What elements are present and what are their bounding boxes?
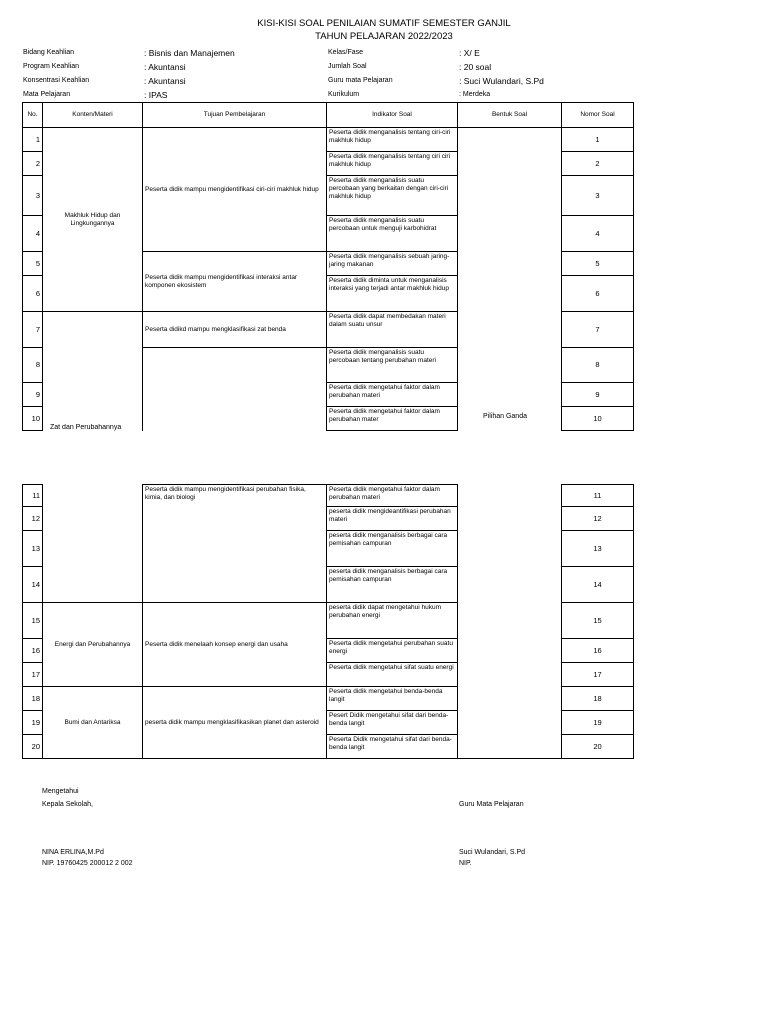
meta-value: : X/ E [459,48,480,58]
row-no: 4 [23,216,43,252]
col-header-objective: Tujuan Pembelajaran [143,103,327,128]
objective-cell [143,348,327,431]
row-no: 2 [23,152,43,176]
meta-label: Bidang Keahlian [23,49,74,56]
row-no: 18 [23,687,43,711]
indicator-cell: Peserta didik dapat membedakan materi dalam suatu unsur [327,312,458,348]
meta-value: : Suci Wulandari, S.Pd [459,76,544,86]
table-row [23,128,634,152]
form-cell-text: Pilihan Ganda [483,413,527,420]
question-number: 15 [562,603,634,639]
form-cell-top [458,128,562,431]
table-header-row [23,103,634,128]
objective-cell: Peserta didik mampu mengidentifikasi interaksi antar komponen ekosistem [143,252,327,312]
doc-title-line2: TAHUN PELAJARAN 2022/2023 [315,31,453,42]
indicator-cell: Peserta didik menganalisis tentang ciri ciri makhluk hidup [327,152,458,176]
col-header-form: Bentuk Soal [458,103,562,128]
sig-teacher-name: Suci Wulandari, S.Pd [459,849,526,856]
row-no: 8 [23,348,43,383]
objective-cell: Peserta didik menelaah konsep energi dan usaha [143,603,327,687]
indicator-cell: peserta didik menganalisis berbagai cara pemisahan campuran [327,567,458,603]
row-no: 17 [23,663,43,687]
meta-label: Guru mata Pelajaran [328,77,393,84]
question-number: 20 [562,735,634,759]
indicator-cell: Peserta didik mengetahui faktor dalam perubahan materi [327,383,458,407]
question-number: 11 [562,485,634,507]
indicator-cell: Peserta didik mengetahui benda-benda langit [327,687,458,711]
kisi-kisi-table [22,102,634,431]
indicator-cell: Peserta didik menganalisis suatu percobaan tentang perubahan materi [327,348,458,383]
meta-value: : Akuntansi [144,62,186,72]
sig-headmaster-nip: NIP. 19760425 200012 2 002 [42,860,133,867]
question-number: 3 [562,176,634,216]
indicator-cell: Peserta Didik mengetahui sifat dari benda-benda langit [327,735,458,759]
indicator-cell: Peserta didik menganalisis suatu percobaan untuk menguji karbohidrat [327,216,458,252]
meta-value: : IPAS [144,90,168,100]
indicator-cell: Peserta didik mengetahui sifat suatu energi [327,663,458,687]
indicator-cell: Peserta didik menganalisis tentang ciri-ciri makhluk hidup [327,128,458,152]
question-number: 17 [562,663,634,687]
meta-value: : Merdeka [459,91,491,98]
row-no: 12 [23,507,43,531]
indicator-cell: Peserta didik menganalisis sebuah jaring-jaring makanan [327,252,458,276]
meta-label: Mata Pelajaran [23,91,71,98]
indicator-cell: peserta didik menganalisis berbagai cara pemisahan campuran [327,531,458,567]
question-number: 19 [562,711,634,735]
content-cell [43,312,143,431]
meta-value: : 20 soal [459,62,492,72]
doc-title-line1: KISI-KISI SOAL PENILAIAN SUMATIF SEMESTER GANJIL [257,18,511,29]
objective-cell: Peserta didik mampu mengidentifikasi perubahan fisika, kimia, dan biologi [143,485,327,603]
col-header-indicator: Indikator Soal [327,103,458,128]
objective-cell: Peserta didikd mampu mengklasifikasi zat benda [143,312,327,348]
table-row [23,485,634,507]
question-number: 18 [562,687,634,711]
question-number: 9 [562,383,634,407]
question-number: 5 [562,252,634,276]
col-header-number: Nomor Soal [562,103,634,128]
indicator-cell: peserta didik mengideantifikasi perubahan materi [327,507,458,531]
indicator-cell: Peserta didik diminta untuk menganalisis interaksi yang terjadi antar makhluk hidup [327,276,458,312]
row-no: 20 [23,735,43,759]
sig-teacher-nip: NIP. [459,860,472,867]
question-number: 7 [562,312,634,348]
indicator-cell: Peserta didik mengetahui faktor dalam perubahan mater [327,407,458,431]
row-no: 6 [23,276,43,312]
objective-cell: peserta didik mampu mengklasifikasikan planet dan asteroid [143,687,327,759]
row-no: 13 [23,531,43,567]
row-no: 9 [23,383,43,407]
indicator-cell: peserta didik dapat mengetahui hukum perubahan energi [327,603,458,639]
row-no: 11 [23,485,43,507]
col-header-no: No. [23,103,43,128]
content-cell: Energi dan Perubahannya [43,603,143,687]
row-no: 14 [23,567,43,603]
row-no: 3 [23,176,43,216]
question-number: 4 [562,216,634,252]
col-header-content: Konten/Materi [43,103,143,128]
content-cell [43,485,143,603]
row-no: 16 [23,639,43,663]
content-cell-text-split: Zat dan Perubahannya [50,424,122,431]
row-no: 15 [23,603,43,639]
question-number: 6 [562,276,634,312]
sig-headmaster-name: NINA ERLINA,M.Pd [42,849,104,856]
meta-value: : Bisnis dan Manajemen [144,48,235,58]
question-number: 14 [562,567,634,603]
indicator-cell: Peserta didik mengetahui perubahan suatu energi [327,639,458,663]
row-no: 1 [23,128,43,152]
meta-label: Kelas/Fase [328,49,364,56]
objective-cell: Peserta didik mampu mengidentifikasi ciri-ciri makhluk hidup [143,128,327,252]
indicator-cell: Pesert Didik mengetahui sifat dari benda-benda langit [327,711,458,735]
indicator-cell: Peserta didik menganalisis suatu percobaan yang berkaitan dengan ciri-ciri makhluk hidup [327,176,458,216]
form-cell-bottom [458,485,562,759]
question-number: 16 [562,639,634,663]
question-number: 10 [562,407,634,431]
sig-acknowledged: Mengetahui [42,788,79,795]
meta-label: Kurikulum [328,91,360,98]
content-cell: Makhluk Hidup dan Lingkungannya [43,128,143,312]
question-number: 1 [562,128,634,152]
content-cell: Bumi dan Antariksa [43,687,143,759]
row-no: 7 [23,312,43,348]
meta-label: Program Keahlian [23,63,80,70]
row-no: 19 [23,711,43,735]
indicator-cell: Peserta didik mengetahui faktor dalam perubahan materi [327,485,458,507]
sig-headmaster-title: Kepala Sekolah, [42,801,93,808]
row-no: 5 [23,252,43,276]
question-number: 12 [562,507,634,531]
question-number: 8 [562,348,634,383]
question-number: 13 [562,531,634,567]
kisi-kisi-table-continued [22,484,634,759]
sig-teacher-title: Guru Mata Pelajaran [459,801,524,808]
row-no: 10 [23,407,43,431]
question-number: 2 [562,152,634,176]
meta-label: Jumlah Soal [328,63,367,70]
meta-value: : Akuntansi [144,76,186,86]
meta-label: Konsentrasi Keahlian [23,77,90,84]
